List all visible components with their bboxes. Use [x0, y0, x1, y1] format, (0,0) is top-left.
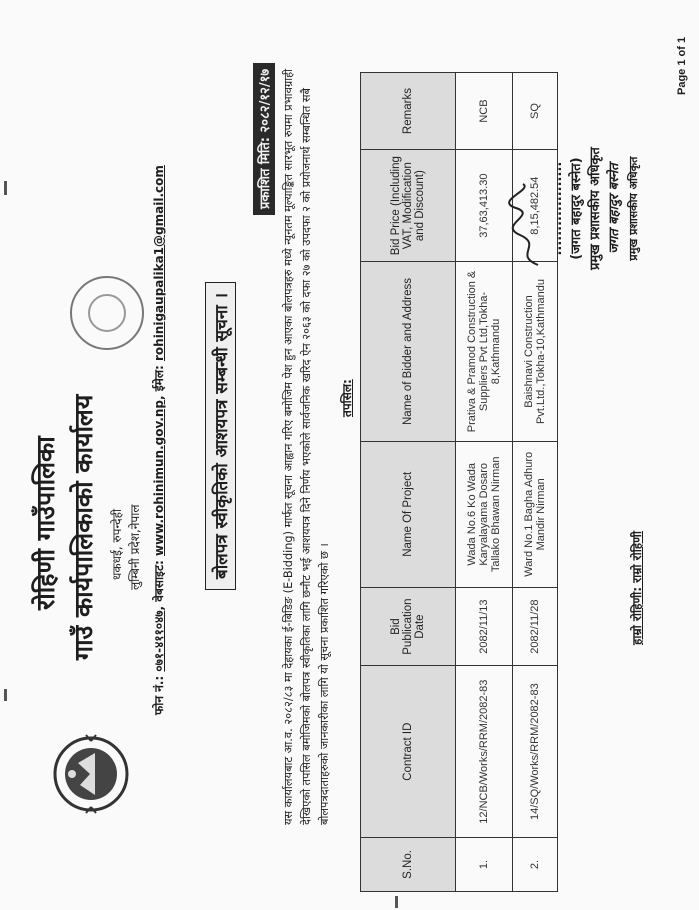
cell-remarks: NCB: [456, 73, 513, 150]
cell-publication-date: 2082/11/28: [513, 587, 558, 666]
col-sno: S.No.: [361, 837, 456, 891]
tapsil-label: तपसिल:: [340, 379, 354, 417]
stamp-name: जगत बहादुर बस्नेत: [607, 163, 622, 254]
signature-scribble: [508, 180, 548, 270]
website-link[interactable]: www.rohinimun.gov.np: [152, 399, 166, 557]
cell-remarks: SQ: [513, 73, 558, 150]
cell-bidder: Prativa & Pramod Construction & Suppliers Pvt Ltd,Tokha-8,Kathmandu: [456, 262, 513, 442]
cell-project: Wada No.6 Ko Wada Karyalayama Dosaro Tallako Bhawan Nirman: [456, 441, 513, 587]
table-row: [456, 73, 513, 892]
office-stamp-inner: [88, 294, 126, 332]
cell-bidder: Baishnavi Construction Pvt.Ltd.,Tokha-10,Kathmandu: [513, 262, 558, 442]
signature-dots: ...................: [550, 161, 565, 256]
notice-body: यस कार्यालयबाट आ.व. २०८२/८३ मा देहायका ई-बिडिङ (E-Bidding) मार्फत सूचना आह्वान गरिए बमोजिम पेश हुन आएका बोलपत्रहरु मध्ये न्यूनतम मूल्याङ्कित सारभूत रुपमा प्रभावग्राही देखिएको तपसिल बमोजिमको बोलपत्र स्वीकृतिका लागि छनौट भई आशयपत्र दिने निर्णय भएकोले सार्वजनिक खरिद ऐन २०६३ को दफा २७ को उपदफा २ को प्रयोजनार्थ सम्बन्धित सबै बोलपत्रदाताहरुको जानकारीका लागि यो सूचना प्रकाशित गरिएको छ ।: [282, 68, 331, 825]
col-publication-date: Bid Publication Date: [361, 587, 456, 666]
cell-bid-price: 37,63,413.30: [456, 150, 513, 262]
contact-line: फोन नं.: ०७१-४११०४७, वेबसाइट: www.rohinimun.gov.np, ईमेल: rohinigaupalika1@gmail.com: [152, 165, 166, 715]
page-number: Page 1 of 1: [676, 36, 688, 95]
published-date: २०८२/१२/१७: [258, 68, 273, 133]
signatory-designation: प्रमुख प्रशासकीय अधिकृत: [588, 147, 603, 270]
cell-contract-id: 14/SQ/Works/RRM/2082-83: [513, 666, 558, 838]
phone-label: फोन नं.:: [152, 675, 166, 715]
footer-slogan: हाम्रो रोहिणी: राम्रो रोहिणी: [630, 531, 644, 645]
table-header-row: [361, 73, 456, 892]
notice-title: बोलपत्र स्वीकृतिको आशयपत्र सम्बन्धी सूचना ।: [205, 282, 236, 590]
col-bid-price: Bid Price (Including VAT, Modification and Discount): [361, 150, 456, 262]
email-link[interactable]: rohinigaupalika1@gmail.com: [152, 165, 166, 362]
cell-sno: 1.: [456, 837, 513, 891]
col-bidder: Name of Bidder and Address: [361, 262, 456, 442]
cell-sno: 2.: [513, 837, 558, 891]
col-contract-id: Contract ID: [361, 666, 456, 838]
col-remarks: Remarks: [361, 73, 456, 150]
municipality-name: रोहिणी गाउँपालिका: [31, 436, 60, 610]
cell-project: Ward No.1 Bagha Adhuro Mandir Nirman: [513, 441, 558, 587]
province-line: लुम्बिनी प्रदेश,नेपाल: [128, 504, 142, 590]
signatory-name: (जगत बहादुर बस्नेत): [569, 157, 584, 260]
col-project: Name Of Project: [361, 441, 456, 587]
office-name: गाउँ कार्यपालिकाको कार्यालय: [69, 394, 98, 660]
location-line: धकधई, रुपन्देही: [110, 508, 124, 580]
published-label: प्रकाशित मिति:: [258, 136, 273, 209]
cell-contract-id: 12/NCB/Works/RRM/2082-83: [456, 666, 513, 838]
municipality-logo-icon: [50, 733, 132, 815]
email-label: ईमेल:: [152, 365, 166, 392]
cell-publication-date: 2082/11/13: [456, 587, 513, 666]
signature-block: [548, 147, 643, 270]
stamp-designation: प्रमुख प्रशासकीय अधिकृत: [627, 156, 640, 261]
published-date-badge: [253, 63, 275, 215]
cell-bid-price: 8,15,482.54: [513, 150, 558, 262]
website-label: वेबसाइट:: [152, 560, 166, 602]
phone-number: ०७१-४११०४७: [152, 610, 166, 672]
